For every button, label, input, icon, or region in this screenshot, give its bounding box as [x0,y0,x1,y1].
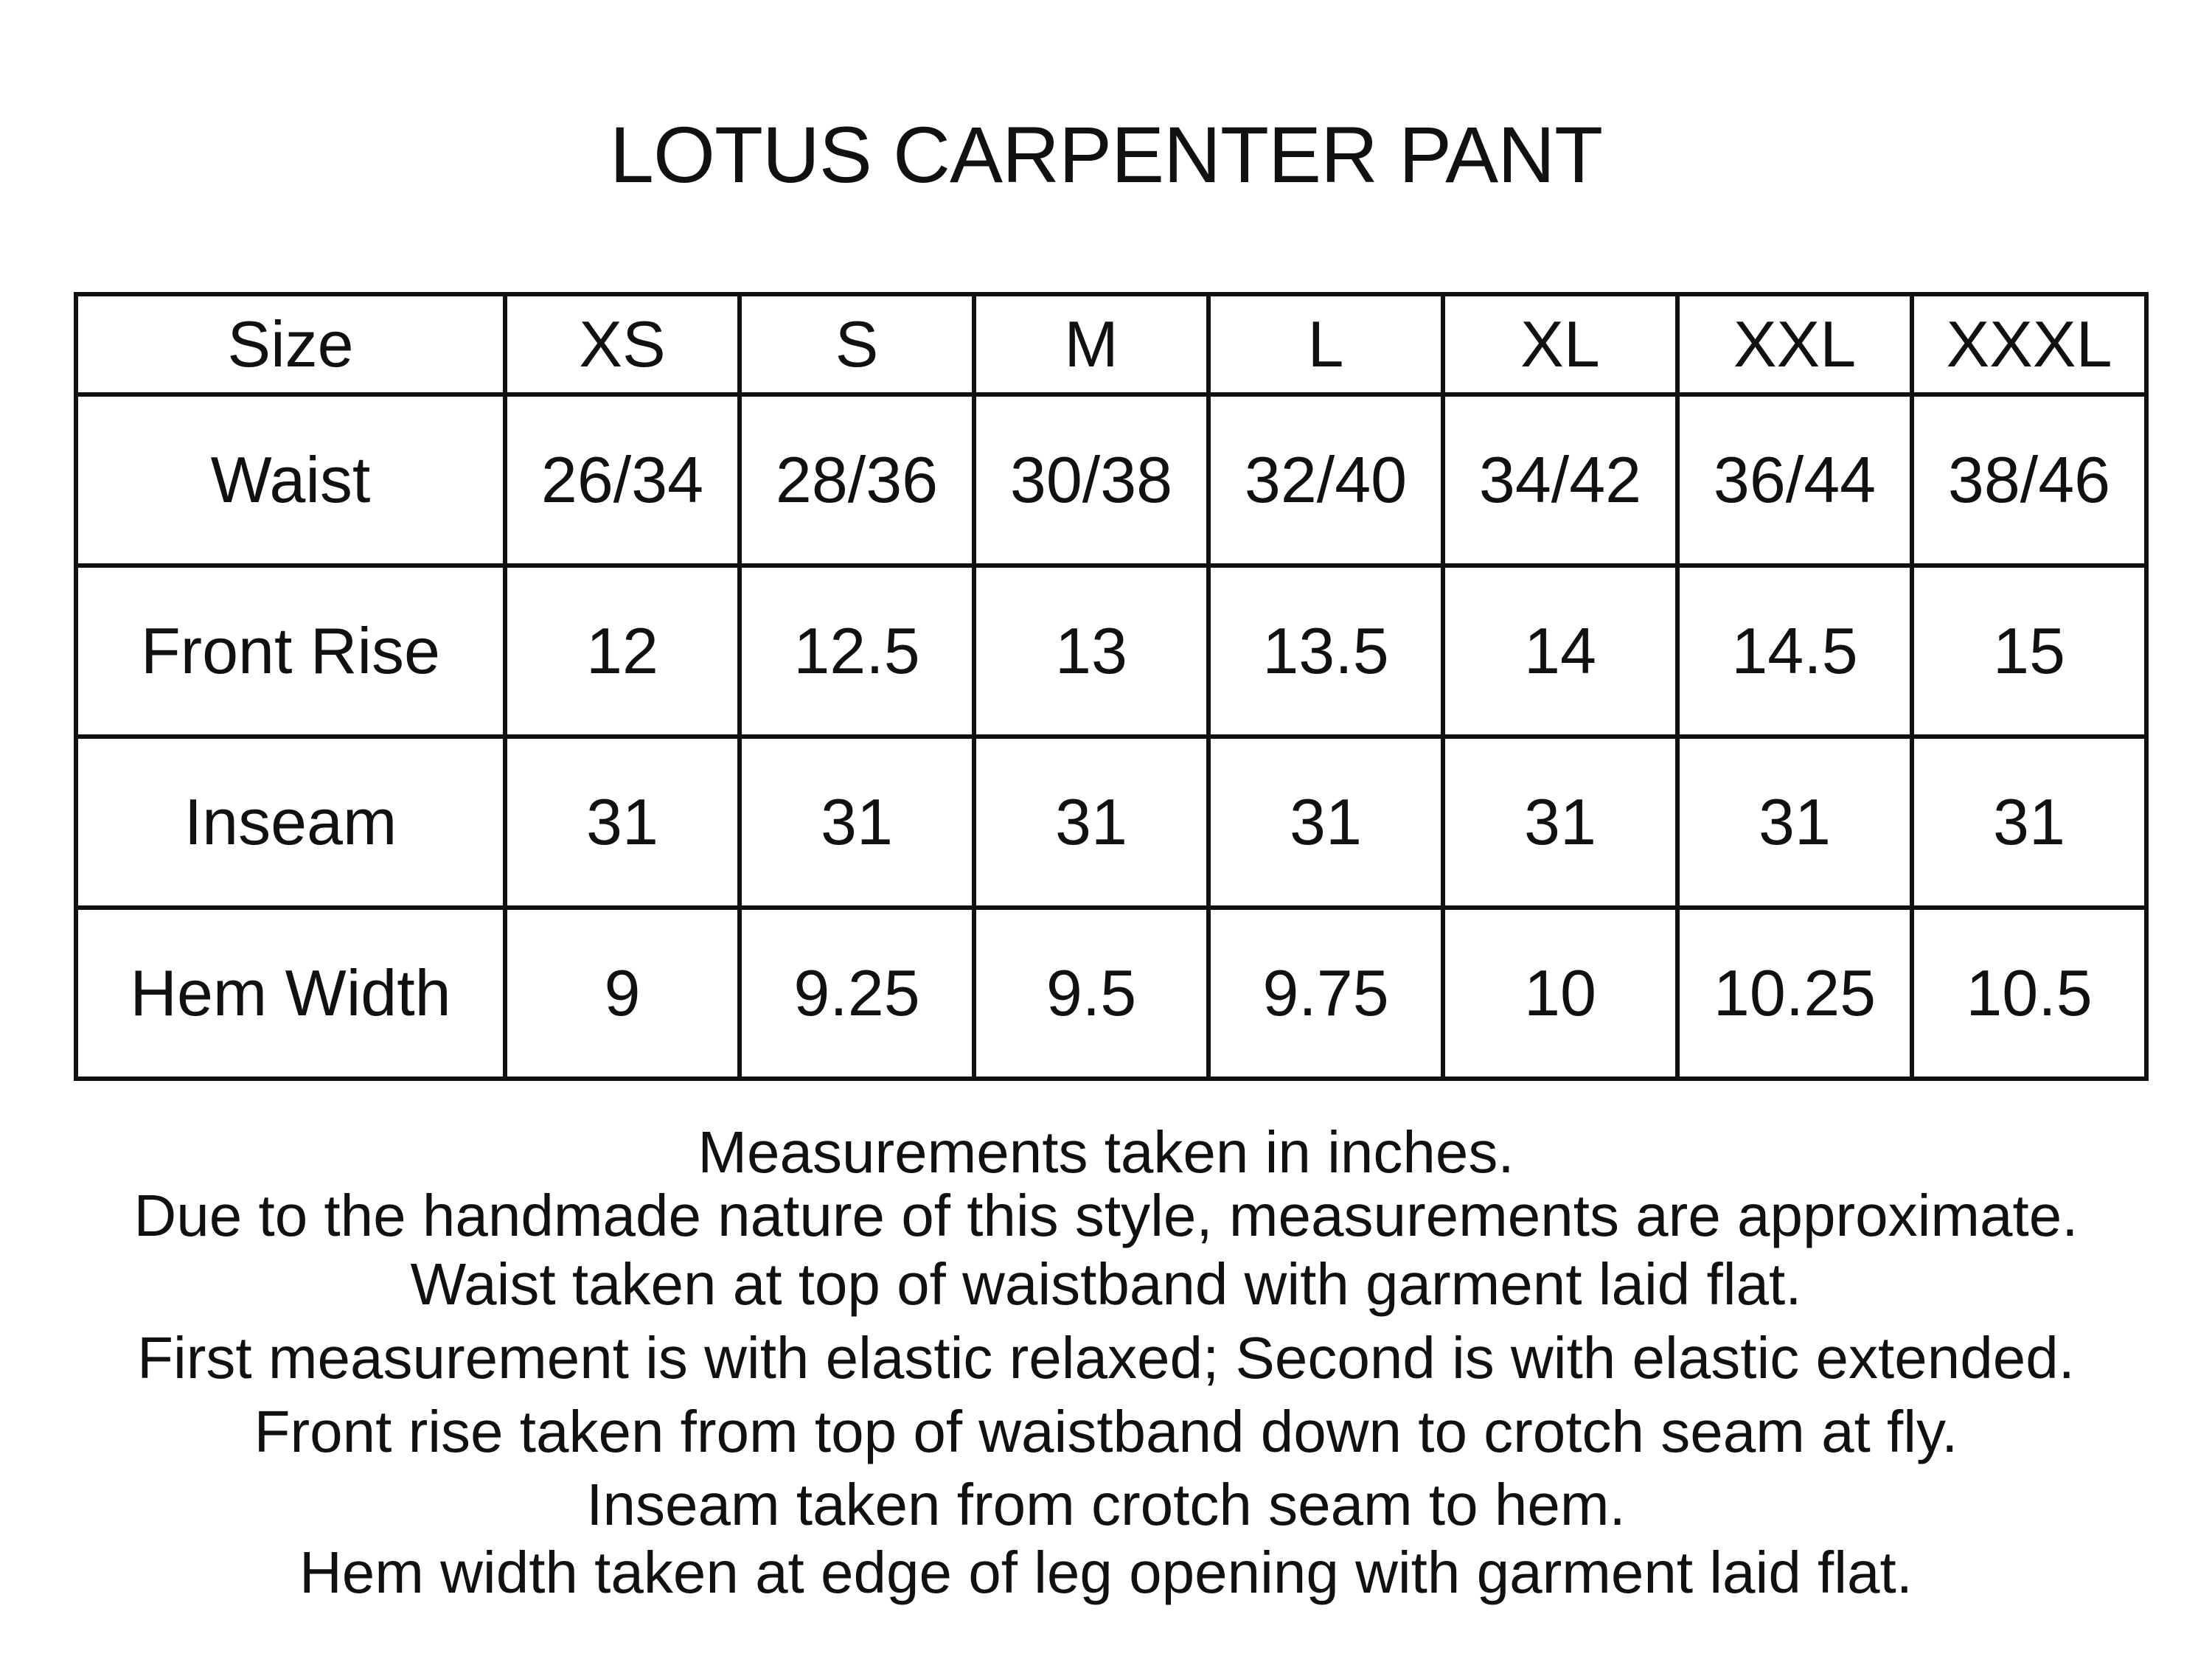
table-cell: 12 [505,566,740,737]
table-cell: 31 [1677,737,1912,908]
table-cell: 31 [974,737,1208,908]
table-cell: 12.5 [740,566,974,737]
table-cell: 30/38 [974,394,1208,566]
size-header-cell: XS [505,294,740,394]
size-header-cell: M [974,294,1208,394]
table-cell: 31 [740,737,974,908]
table-row-front-rise [76,566,2146,737]
table-cell: 28/36 [740,394,974,566]
table-cell: 9.5 [974,908,1208,1079]
table-cell: 26/34 [505,394,740,566]
note-line: Waist taken at top of waistband with garment laid flat. [410,1251,1802,1317]
table-cell: 9.75 [1208,908,1443,1079]
table-cell: 13 [974,566,1208,737]
measurement-notes [0,1121,2212,1604]
row-label: Waist [76,394,505,566]
table-cell: 9.25 [740,908,974,1079]
note-line: First measurement is with elastic relaxed; Second is with elastic extended. [137,1325,2075,1391]
table-cell: 10.25 [1677,908,1912,1079]
size-header-row [76,294,2146,394]
table-cell: 36/44 [1677,394,1912,566]
table-cell: 32/40 [1208,394,1443,566]
size-header-cell: XXXL [1912,294,2146,394]
table-cell: 31 [1912,737,2146,908]
note-line: Measurements taken in inches. [698,1119,1514,1185]
size-chart-table [74,292,2149,1081]
size-header-cell: L [1208,294,1443,394]
table-cell: 31 [1208,737,1443,908]
note-line: Inseam taken from crotch seam to hem. [586,1472,1626,1537]
table-cell: 14.5 [1677,566,1912,737]
table-cell: 34/42 [1443,394,1677,566]
table-row-inseam [76,737,2146,908]
size-header-cell: XXL [1677,294,1912,394]
table-row-waist [76,394,2146,566]
table-cell: 13.5 [1208,566,1443,737]
table-cell: 15 [1912,566,2146,737]
size-header-cell: XL [1443,294,1677,394]
table-cell: 9 [505,908,740,1079]
table-cell: 38/46 [1912,394,2146,566]
table-cell: 31 [1443,737,1677,908]
note-line: Due to the handmade nature of this style, measurements are approximate. [133,1183,2079,1248]
table-cell: 10 [1443,908,1677,1079]
size-header-cell: S [740,294,974,394]
note-line: Hem width taken at edge of leg opening with garment laid flat. [299,1540,1913,1605]
row-label: Front Rise [76,566,505,737]
row-label: Inseam [76,737,505,908]
table-cell: 10.5 [1912,908,2146,1079]
table-cell: 31 [505,737,740,908]
page-title: LOTUS CARPENTER PANT [609,110,1603,199]
table-cell: 14 [1443,566,1677,737]
note-line: Front rise taken from top of waistband down to crotch seam at fly. [254,1399,1958,1464]
table-row-hem-width [76,908,2146,1079]
row-label: Size [76,294,505,394]
row-label: Hem Width [76,908,505,1079]
